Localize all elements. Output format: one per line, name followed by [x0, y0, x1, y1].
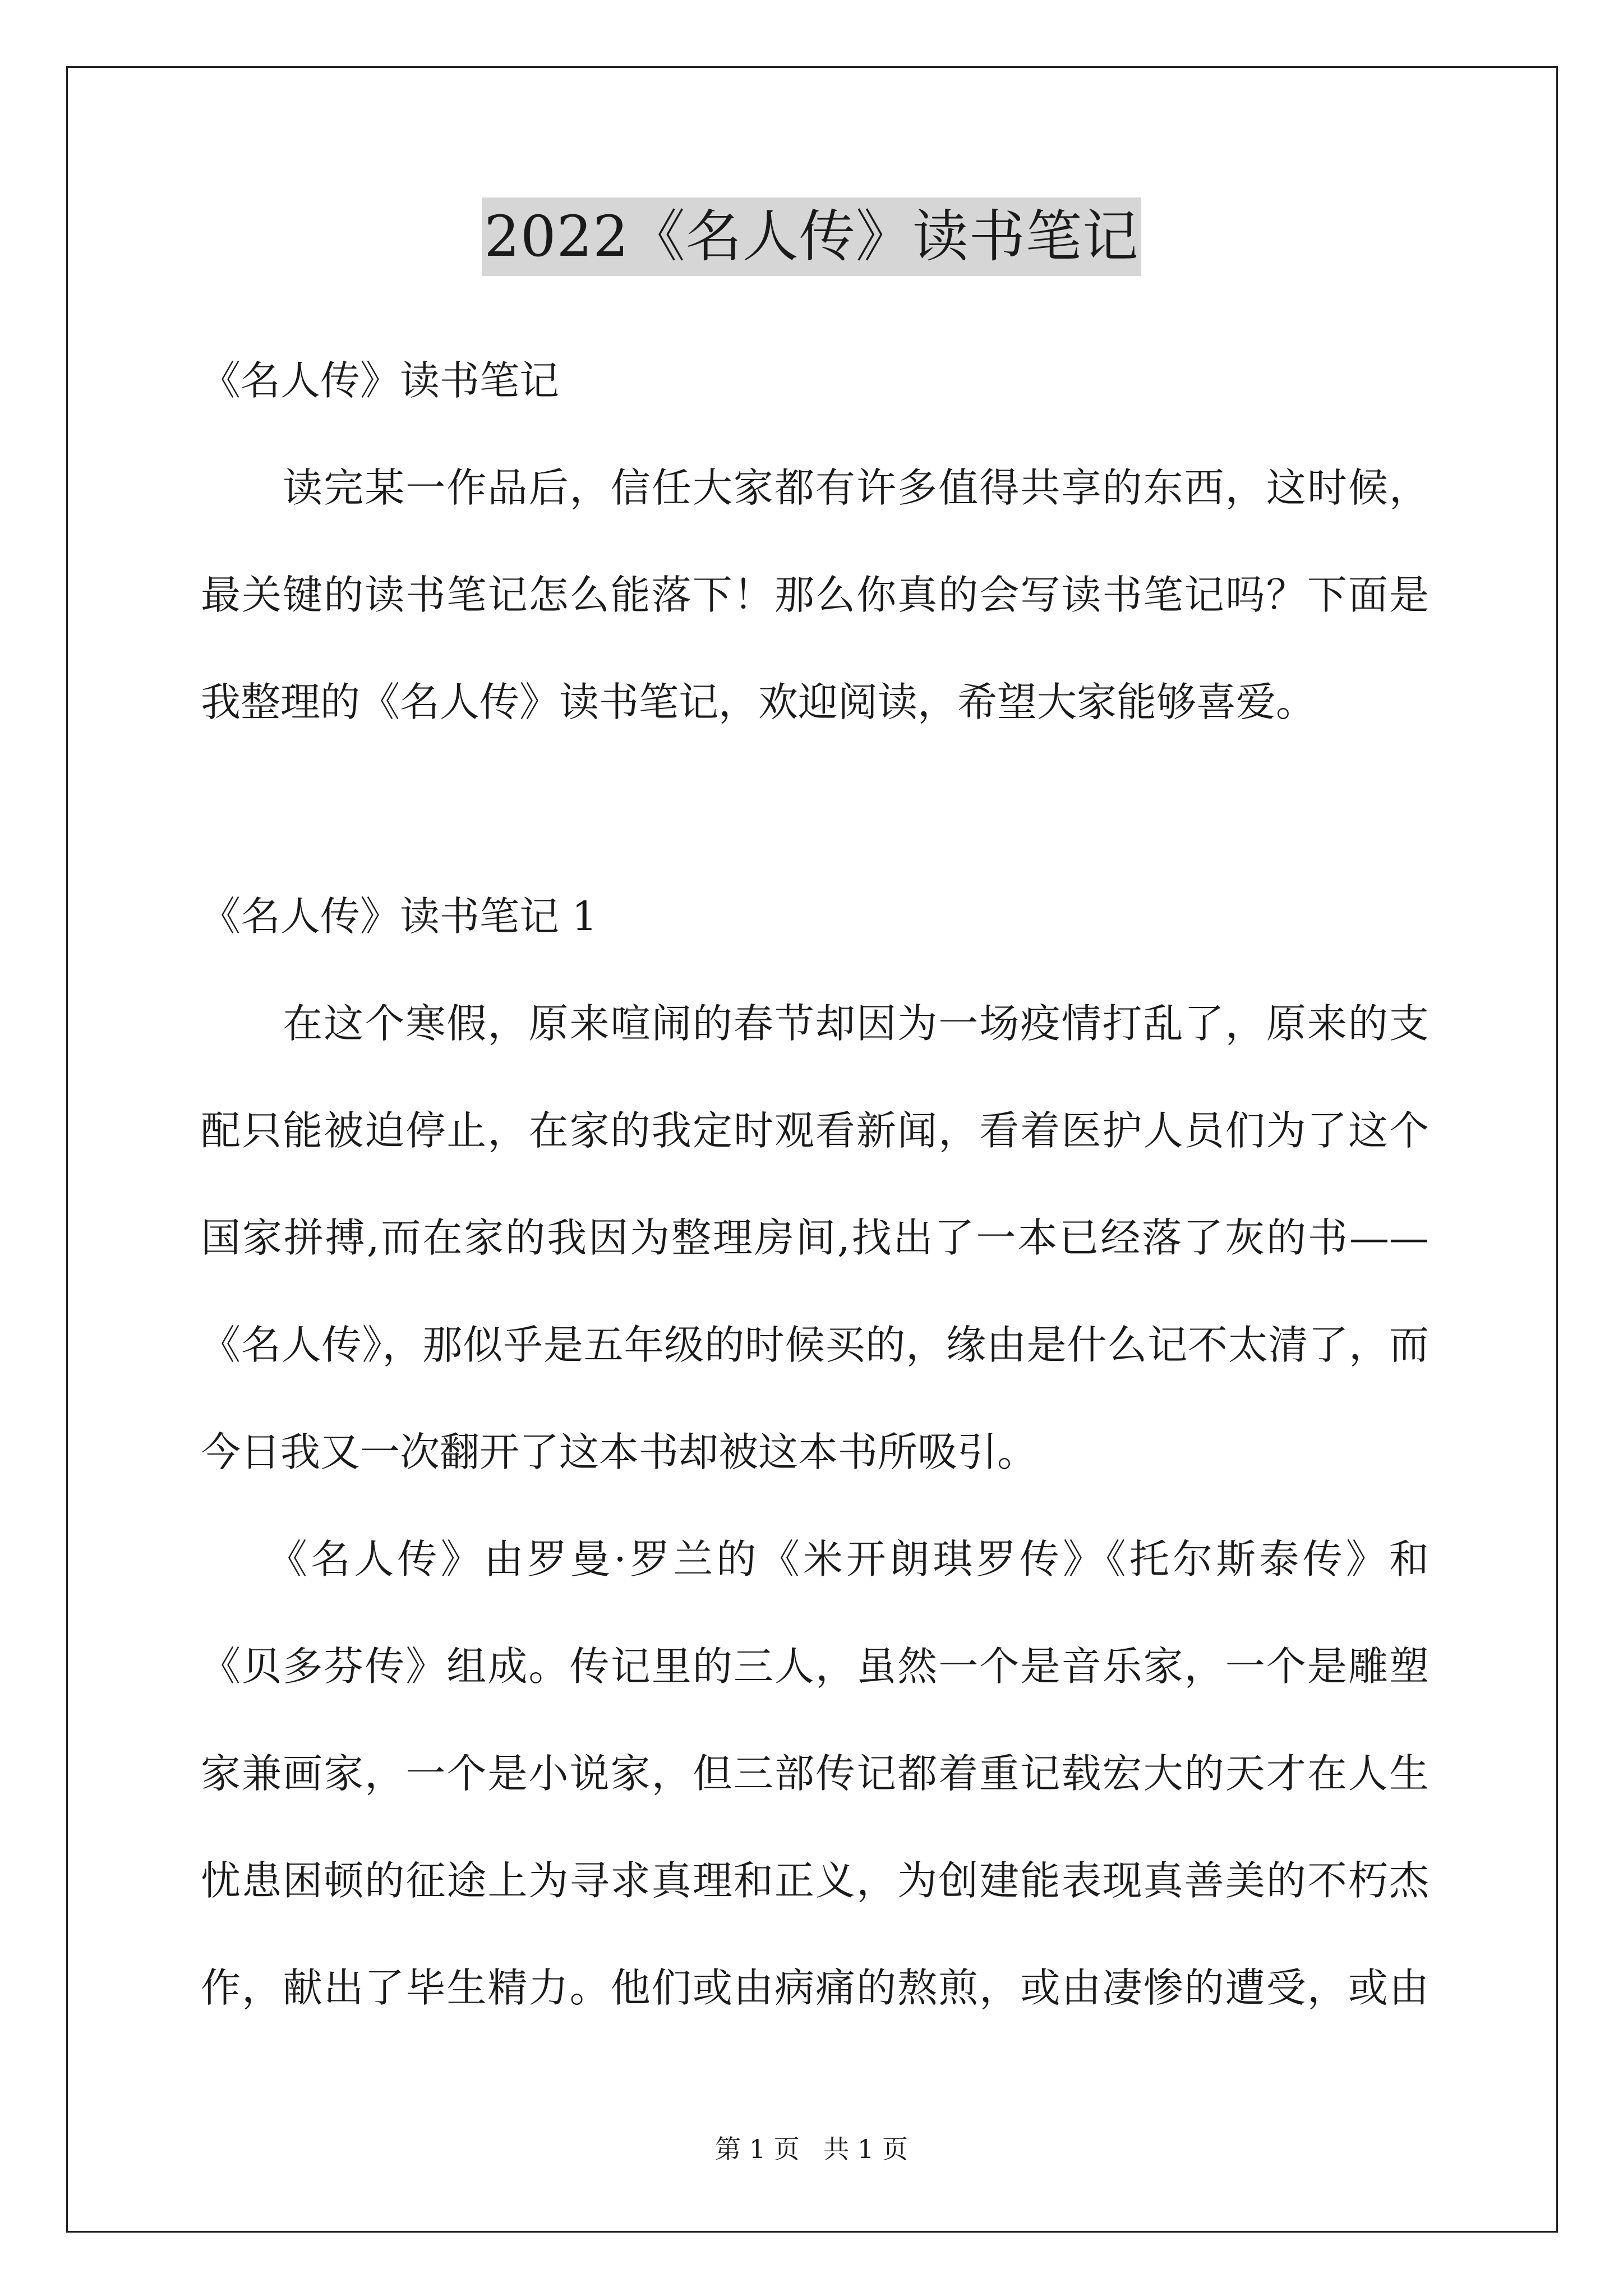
paragraph-line: 今日我又一次翻开了这本书却被这本书所吸引。 [201, 1429, 1038, 1475]
page-footer [0, 2135, 1623, 2163]
intro-line: 我整理的《名人传》读书笔记，欢迎阅读，希望大家能够喜爱。 [201, 679, 1316, 725]
paragraph-line: 《名人传》由罗曼·罗兰的《米开朗琪罗传》《托尔斯泰传》和 [201, 1536, 1429, 1582]
paragraph-line: 作，献出了毕生精力。他们或由病痛的熬煎，或由凄惨的遭受，或由 [201, 1964, 1429, 2011]
intro-line: 读完某一作品后，信任大家都有许多值得共享的东西，这时候， [201, 464, 1429, 511]
paragraph-line: 忧患困顿的征途上为寻求真理和正义，为创建能表现真善美的不朽杰 [201, 1857, 1429, 1904]
paragraph-line: 家兼画家，一个是小说家，但三部传记都着重记载宏大的天才在人生 [201, 1750, 1429, 1797]
paragraph-line: 《贝多芬传》组成。传记里的三人，虽然一个是音乐家，一个是雕塑 [201, 1643, 1429, 1690]
paragraph-line: 国家拼搏,而在家的我因为整理房间,找出了一本已经落了灰的书—— [201, 1214, 1429, 1261]
title-container [0, 197, 1623, 276]
intro-line: 最关键的读书笔记怎么能落下！那么你真的会写读书笔记吗？下面是 [201, 572, 1429, 618]
paragraph-line: 配只能被迫停止，在家的我定时观看新闻，看着医护人员们为了这个 [201, 1107, 1429, 1154]
section-heading: 《名人传》读书笔记 1 [201, 893, 597, 940]
paragraph-line: 《名人传》，那似乎是五年级的时候买的，缘由是什么记不太清了，而 [201, 1322, 1429, 1368]
page-number: 第 1 页 [715, 2134, 800, 2164]
document-title: 2022《名人传》读书笔记 [482, 197, 1141, 276]
page-total: 共 1 页 [823, 2134, 908, 2164]
document-subtitle: 《名人传》读书笔记 [201, 357, 560, 404]
paragraph-line: 在这个寒假，原来喧闹的春节却因为一场疫情打乱了，原来的支 [201, 1000, 1429, 1047]
